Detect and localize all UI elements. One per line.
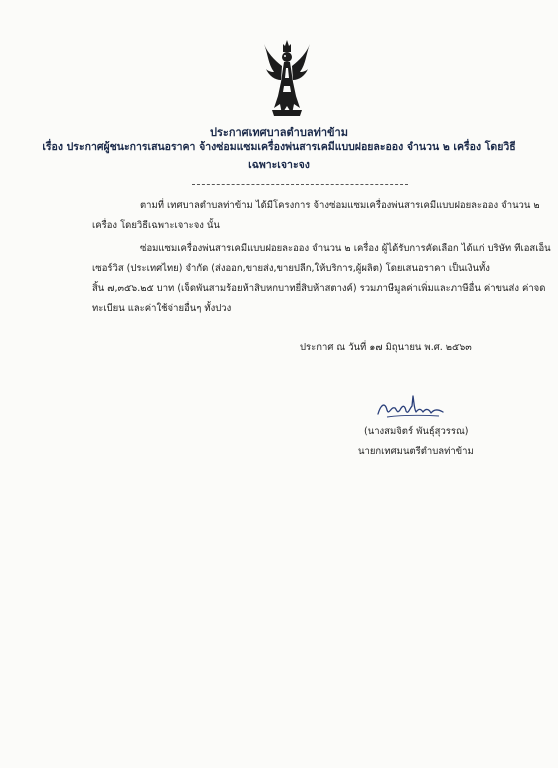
- announcement-date: ประกาศ ณ วันที่ ๑๗ มิถุนายน พ.ศ. ๒๕๖๓: [300, 342, 472, 353]
- signer-title: นายกเทศมนตรีตำบลท่าข้าม: [358, 446, 474, 457]
- subject-line-continued: เฉพาะเจาะจง: [248, 159, 310, 171]
- paragraph-2-line: ซ่อมแซมเครื่องพ่นสารเคมีแบบฝอยละออง จำนวน ๒ เครื่อง ผู้ได้รับการคัดเลือก ได้แก่ บริษัท ทีเอสเอ็น: [140, 243, 551, 254]
- paragraph-2-line: เซอร์วิส (ประเทศไทย) จำกัด (ส่งออก,ขายส่ง,ขายปลีก,ให้บริการ,ผู้ผลิต) โดยเสนอราคา เป็นเงินทั้ง: [92, 263, 490, 274]
- divider-line: [192, 184, 408, 185]
- paragraph-2-line: ทะเบียน และค่าใช้จ่ายอื่นๆ ทั้งปวง: [92, 303, 232, 314]
- paragraph-1-line: ตามที่ เทศบาลตำบลท่าข้าม ได้มีโครงการ จ้างซ่อมแซมเครื่องพ่นสารเคมีแบบฝอยละออง จำนวน ๒: [140, 200, 540, 211]
- paragraph-1-line: เครื่อง โดยวิธีเฉพาะเจาะจง นั้น: [92, 220, 220, 231]
- paragraph-2-line: สิ้น ๗,๓๕๖.๒๕ บาท (เจ็ดพันสามร้อยห้าสิบหกบาทยี่สิบห้าสตางค์) รวมภาษีมูลค่าเพิ่มและภาษีอื่น ค่าขนส่ง ค่าจด: [92, 283, 546, 294]
- subject-line: เรื่อง ประกาศผู้ชนะการเสนอราคา จ้างซ่อมแซมเครื่องพ่นสารเคมีแบบฝอยละออง จำนวน ๒ เครื่อง โดยวิธี: [42, 141, 516, 153]
- signer-name: (นางสมจิตร์ พันธุ์สุวรรณ): [364, 426, 469, 437]
- garuda-emblem-icon: [262, 38, 312, 120]
- handwritten-signature-icon: [375, 392, 447, 420]
- document-title: ประกาศเทศบาลตำบลท่าข้าม: [210, 126, 348, 139]
